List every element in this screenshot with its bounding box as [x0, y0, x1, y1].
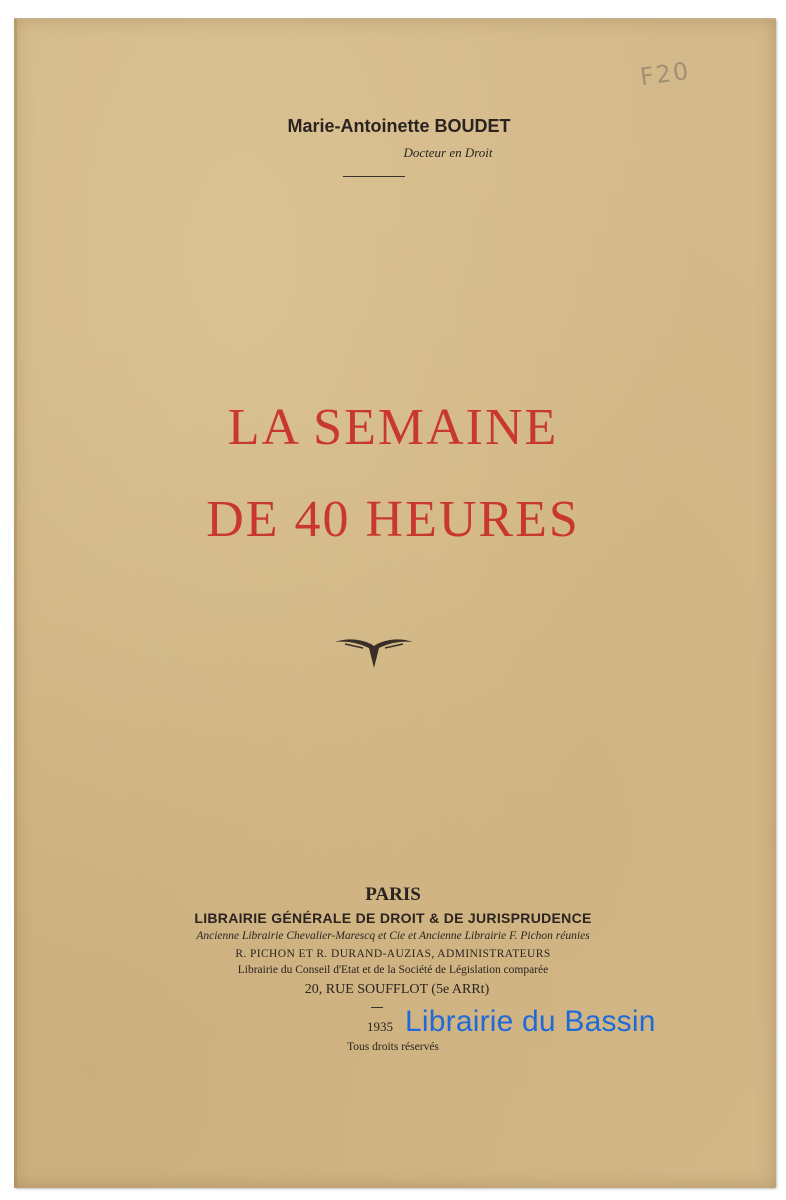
seller-watermark: Librairie du Bassin: [405, 1005, 656, 1038]
publication-year: 1935: [367, 1019, 393, 1034]
fleuron-ornament-icon: [333, 634, 415, 670]
author-degree: Docteur en Droit: [403, 145, 493, 160]
book-title-line-2: DE 40 HEURES: [206, 491, 580, 548]
publisher-former-names: Ancienne Librairie Chevalier-Marescq et Cie et Ancienne Librairie F. Pichon réunies: [196, 930, 590, 942]
publisher-name: LIBRAIRIE GÉNÉRALE DE DROIT & DE JURISPRUDENCE: [194, 910, 592, 926]
publisher-address: 20, RUE SOUFFLOT (5e ARRt): [304, 982, 490, 997]
small-divider: [371, 1007, 383, 1008]
book-title-line-1: LA SEMAINE: [227, 399, 559, 456]
publisher-council: Librairie du Conseil d'Etat et de la Société de Législation comparée: [237, 964, 549, 976]
author-name: Marie-Antoinette BOUDET: [287, 116, 511, 136]
publisher-city: PARIS: [365, 884, 421, 905]
divider-rule: [343, 176, 405, 177]
book-cover: [14, 18, 776, 1188]
rights-notice: Tous droits réservés: [347, 1041, 439, 1053]
pencil-inscription: F20: [638, 56, 693, 92]
publisher-administrators: R. PICHON ET R. DURAND-AUZIAS, ADMINISTRATEURS: [235, 948, 551, 960]
